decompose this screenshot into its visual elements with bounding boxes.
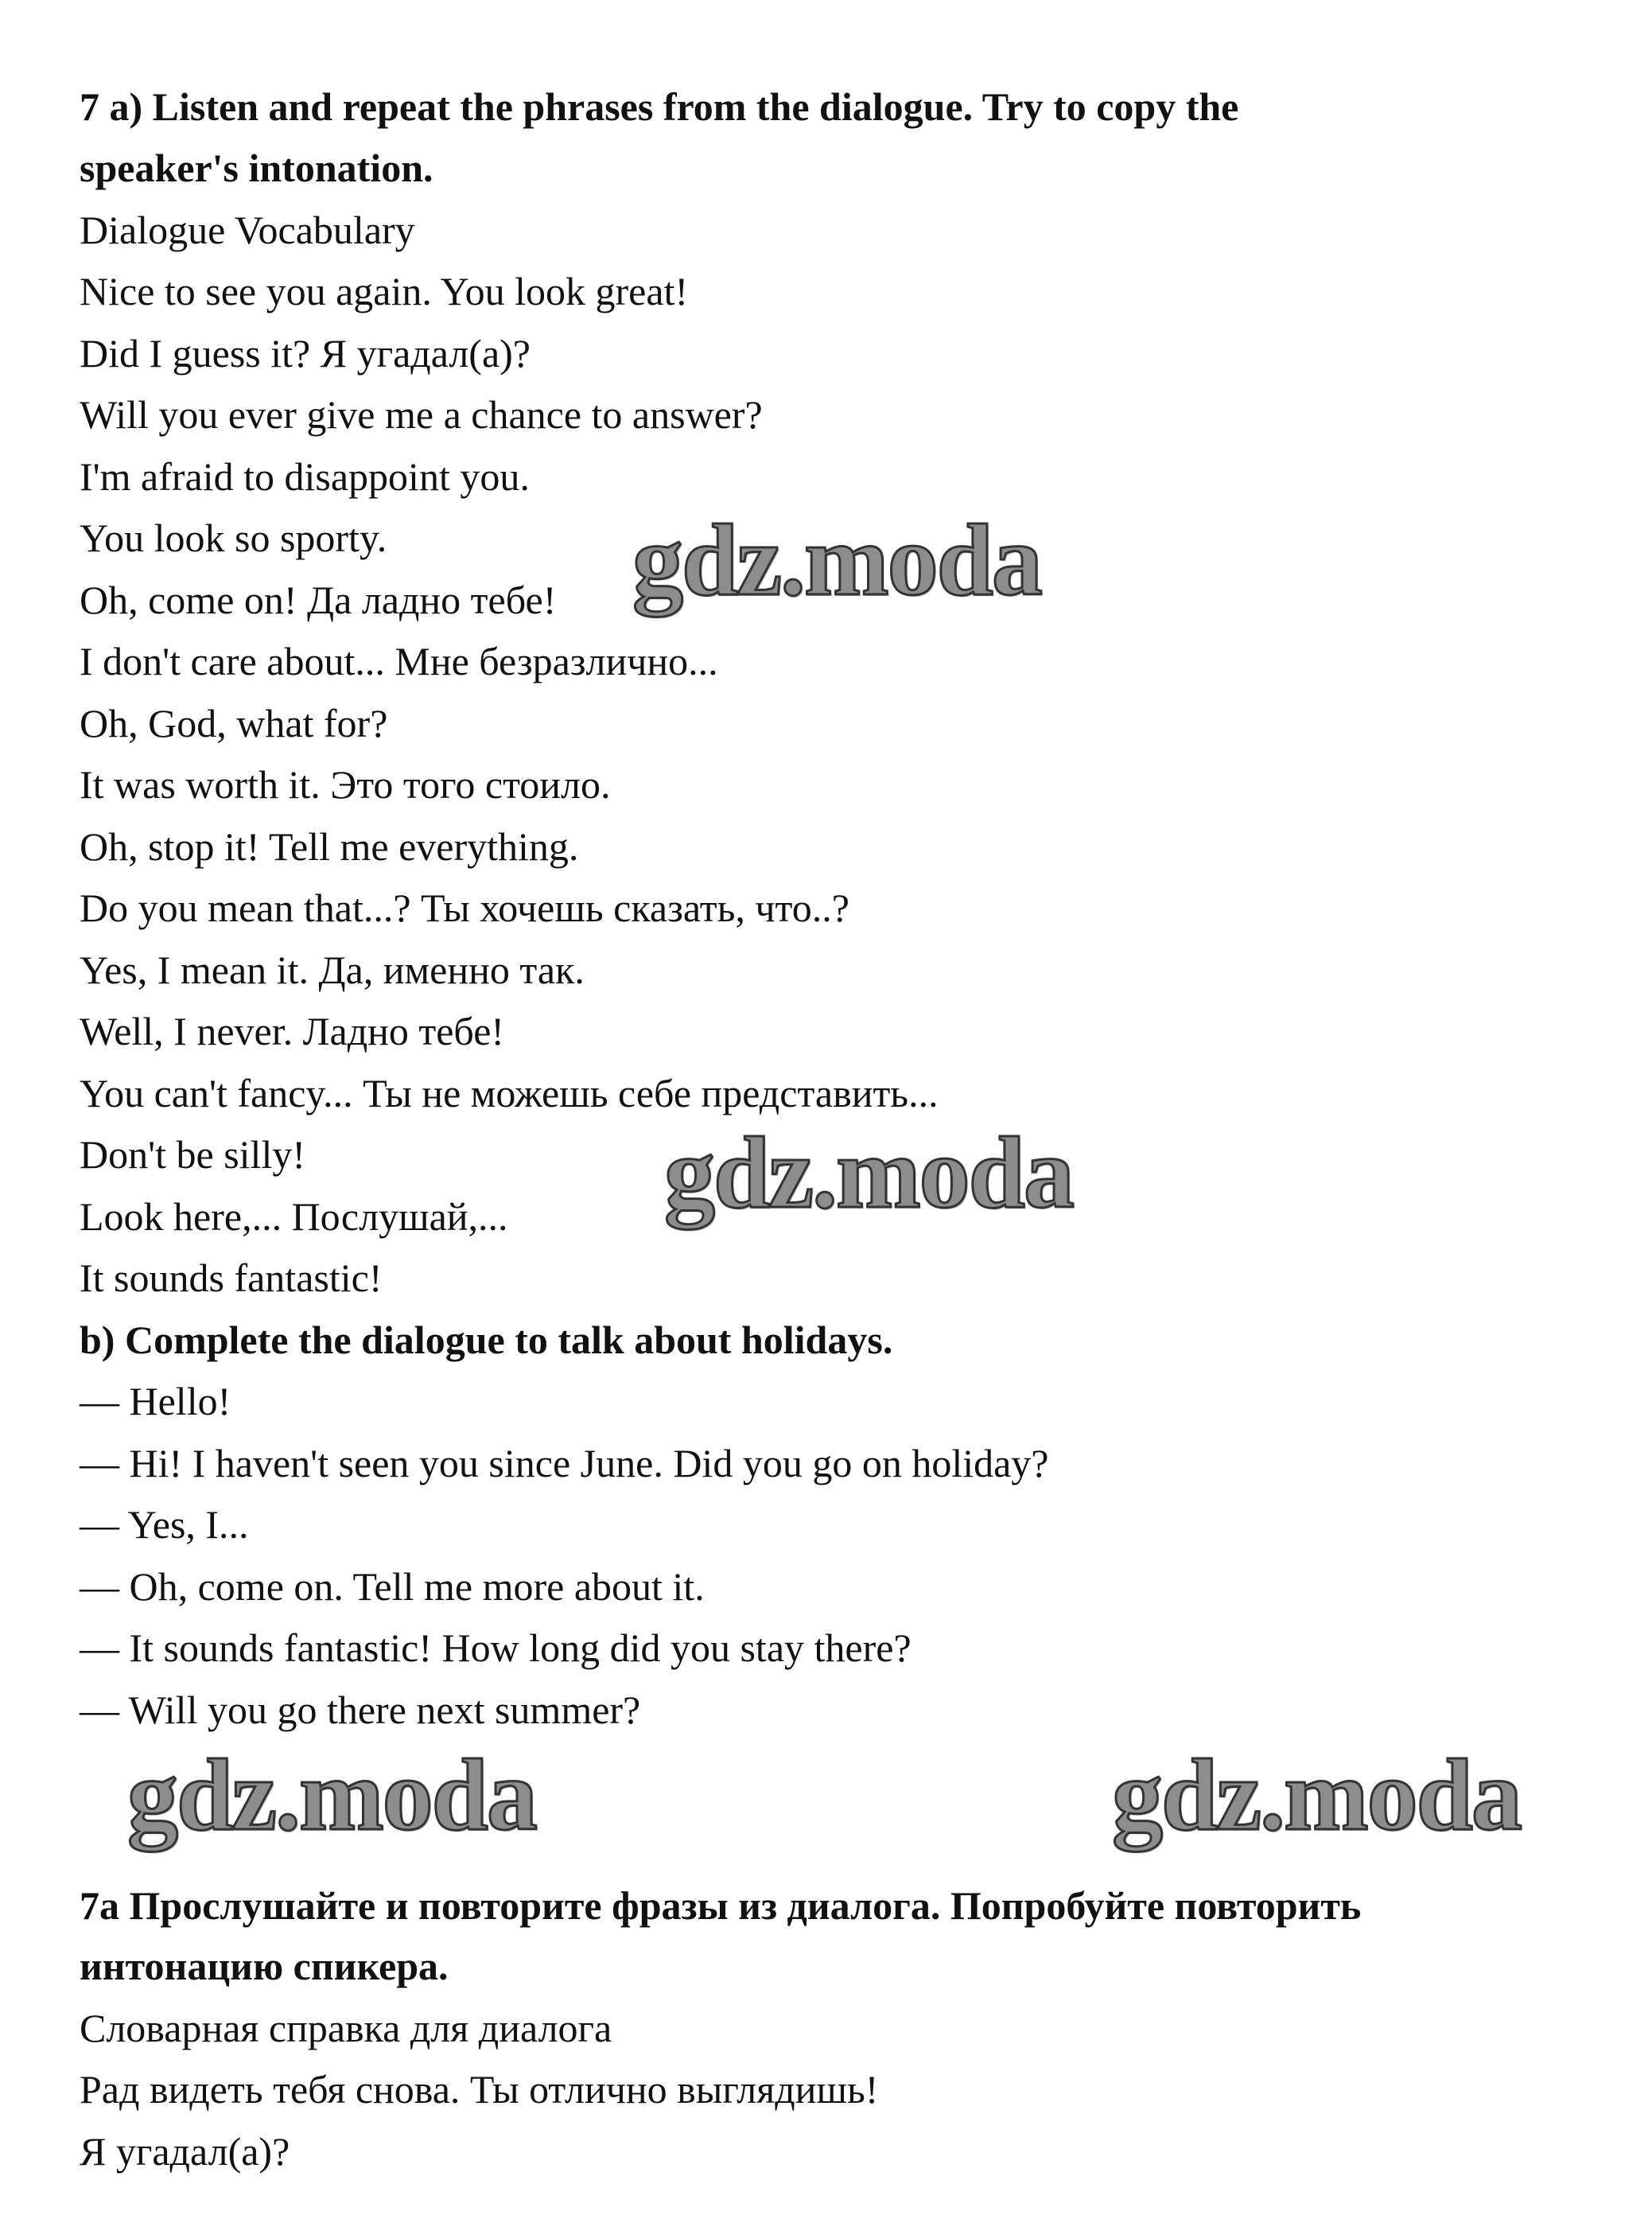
phrase-item: Well, I never. Ладно тебе! bbox=[80, 1009, 505, 1053]
phrase-item: It was worth it. Это того стоило. bbox=[80, 762, 611, 807]
section-a-title-line-2: speaker's intonation. bbox=[80, 146, 433, 190]
phrase-item: It sounds fantastic! bbox=[80, 1255, 383, 1300]
watermark-logo: gdz.moda bbox=[127, 1738, 536, 1851]
phrase-item: You can't fancy... Ты не можешь себе представить... bbox=[80, 1071, 939, 1115]
translation-line: Я угадал(а)? bbox=[80, 2129, 290, 2174]
dialogue-line: — Will you go there next summer? bbox=[80, 1688, 641, 1732]
phrase-item: I don't care about... Мне безразлично... bbox=[80, 639, 718, 683]
watermark-logo: gdz.moda bbox=[632, 504, 1041, 617]
section-b-title: b) Complete the dialogue to talk about holidays. bbox=[80, 1318, 893, 1362]
translation-title-line-2: интонацию спикера. bbox=[80, 1944, 449, 1988]
phrase-item: Do you mean that...? Ты хочешь сказать, что..? bbox=[80, 886, 849, 930]
phrase-item: Will you ever give me a chance to answer? bbox=[80, 392, 763, 437]
phrase-item: Oh, God, what for? bbox=[80, 701, 388, 745]
vocab-heading: Dialogue Vocabulary bbox=[80, 208, 415, 252]
phrase-item: Oh, stop it! Tell me everything. bbox=[80, 824, 579, 869]
section-a-title-line-1: 7 a) Listen and repeat the phrases from the dialogue. Try to copy the bbox=[80, 84, 1239, 129]
dialogue-line: — Oh, come on. Tell me more about it. bbox=[80, 1564, 705, 1609]
translation-line: Рад видеть тебя снова. Ты отлично выглядишь! bbox=[80, 2067, 879, 2112]
phrase-item: Nice to see you again. You look great! bbox=[80, 269, 689, 313]
phrase-item: You look so sporty. bbox=[80, 516, 387, 560]
phrase-item: Did I guess it? Я угадал(а)? bbox=[80, 331, 531, 376]
phrase-item: Oh, come on! Да ладно тебе! bbox=[80, 578, 557, 622]
phrase-item: Don't be silly! bbox=[80, 1132, 305, 1177]
watermark-logo: gdz.moda bbox=[664, 1116, 1073, 1229]
phrase-item: Look here,... Послушай,... bbox=[80, 1194, 508, 1239]
translation-title-line-1: 7a Прослушайте и повторите фразы из диалога. Попробуйте повторить bbox=[80, 1883, 1362, 1928]
dialogue-line: — It sounds fantastic! How long did you stay there? bbox=[80, 1625, 912, 1670]
phrase-item: Yes, I mean it. Да, именно так. bbox=[80, 948, 585, 992]
phrase-item: I'm afraid to disappoint you. bbox=[80, 454, 530, 499]
dialogue-line: — Hello! bbox=[80, 1379, 231, 1423]
watermark-logo: gdz.moda bbox=[1112, 1738, 1521, 1851]
translation-line: Словарная справка для диалога bbox=[80, 2006, 612, 2050]
dialogue-line: — Hi! I haven't seen you since June. Did you go on holiday? bbox=[80, 1441, 1049, 1485]
dialogue-line: — Yes, I... bbox=[80, 1502, 249, 1547]
